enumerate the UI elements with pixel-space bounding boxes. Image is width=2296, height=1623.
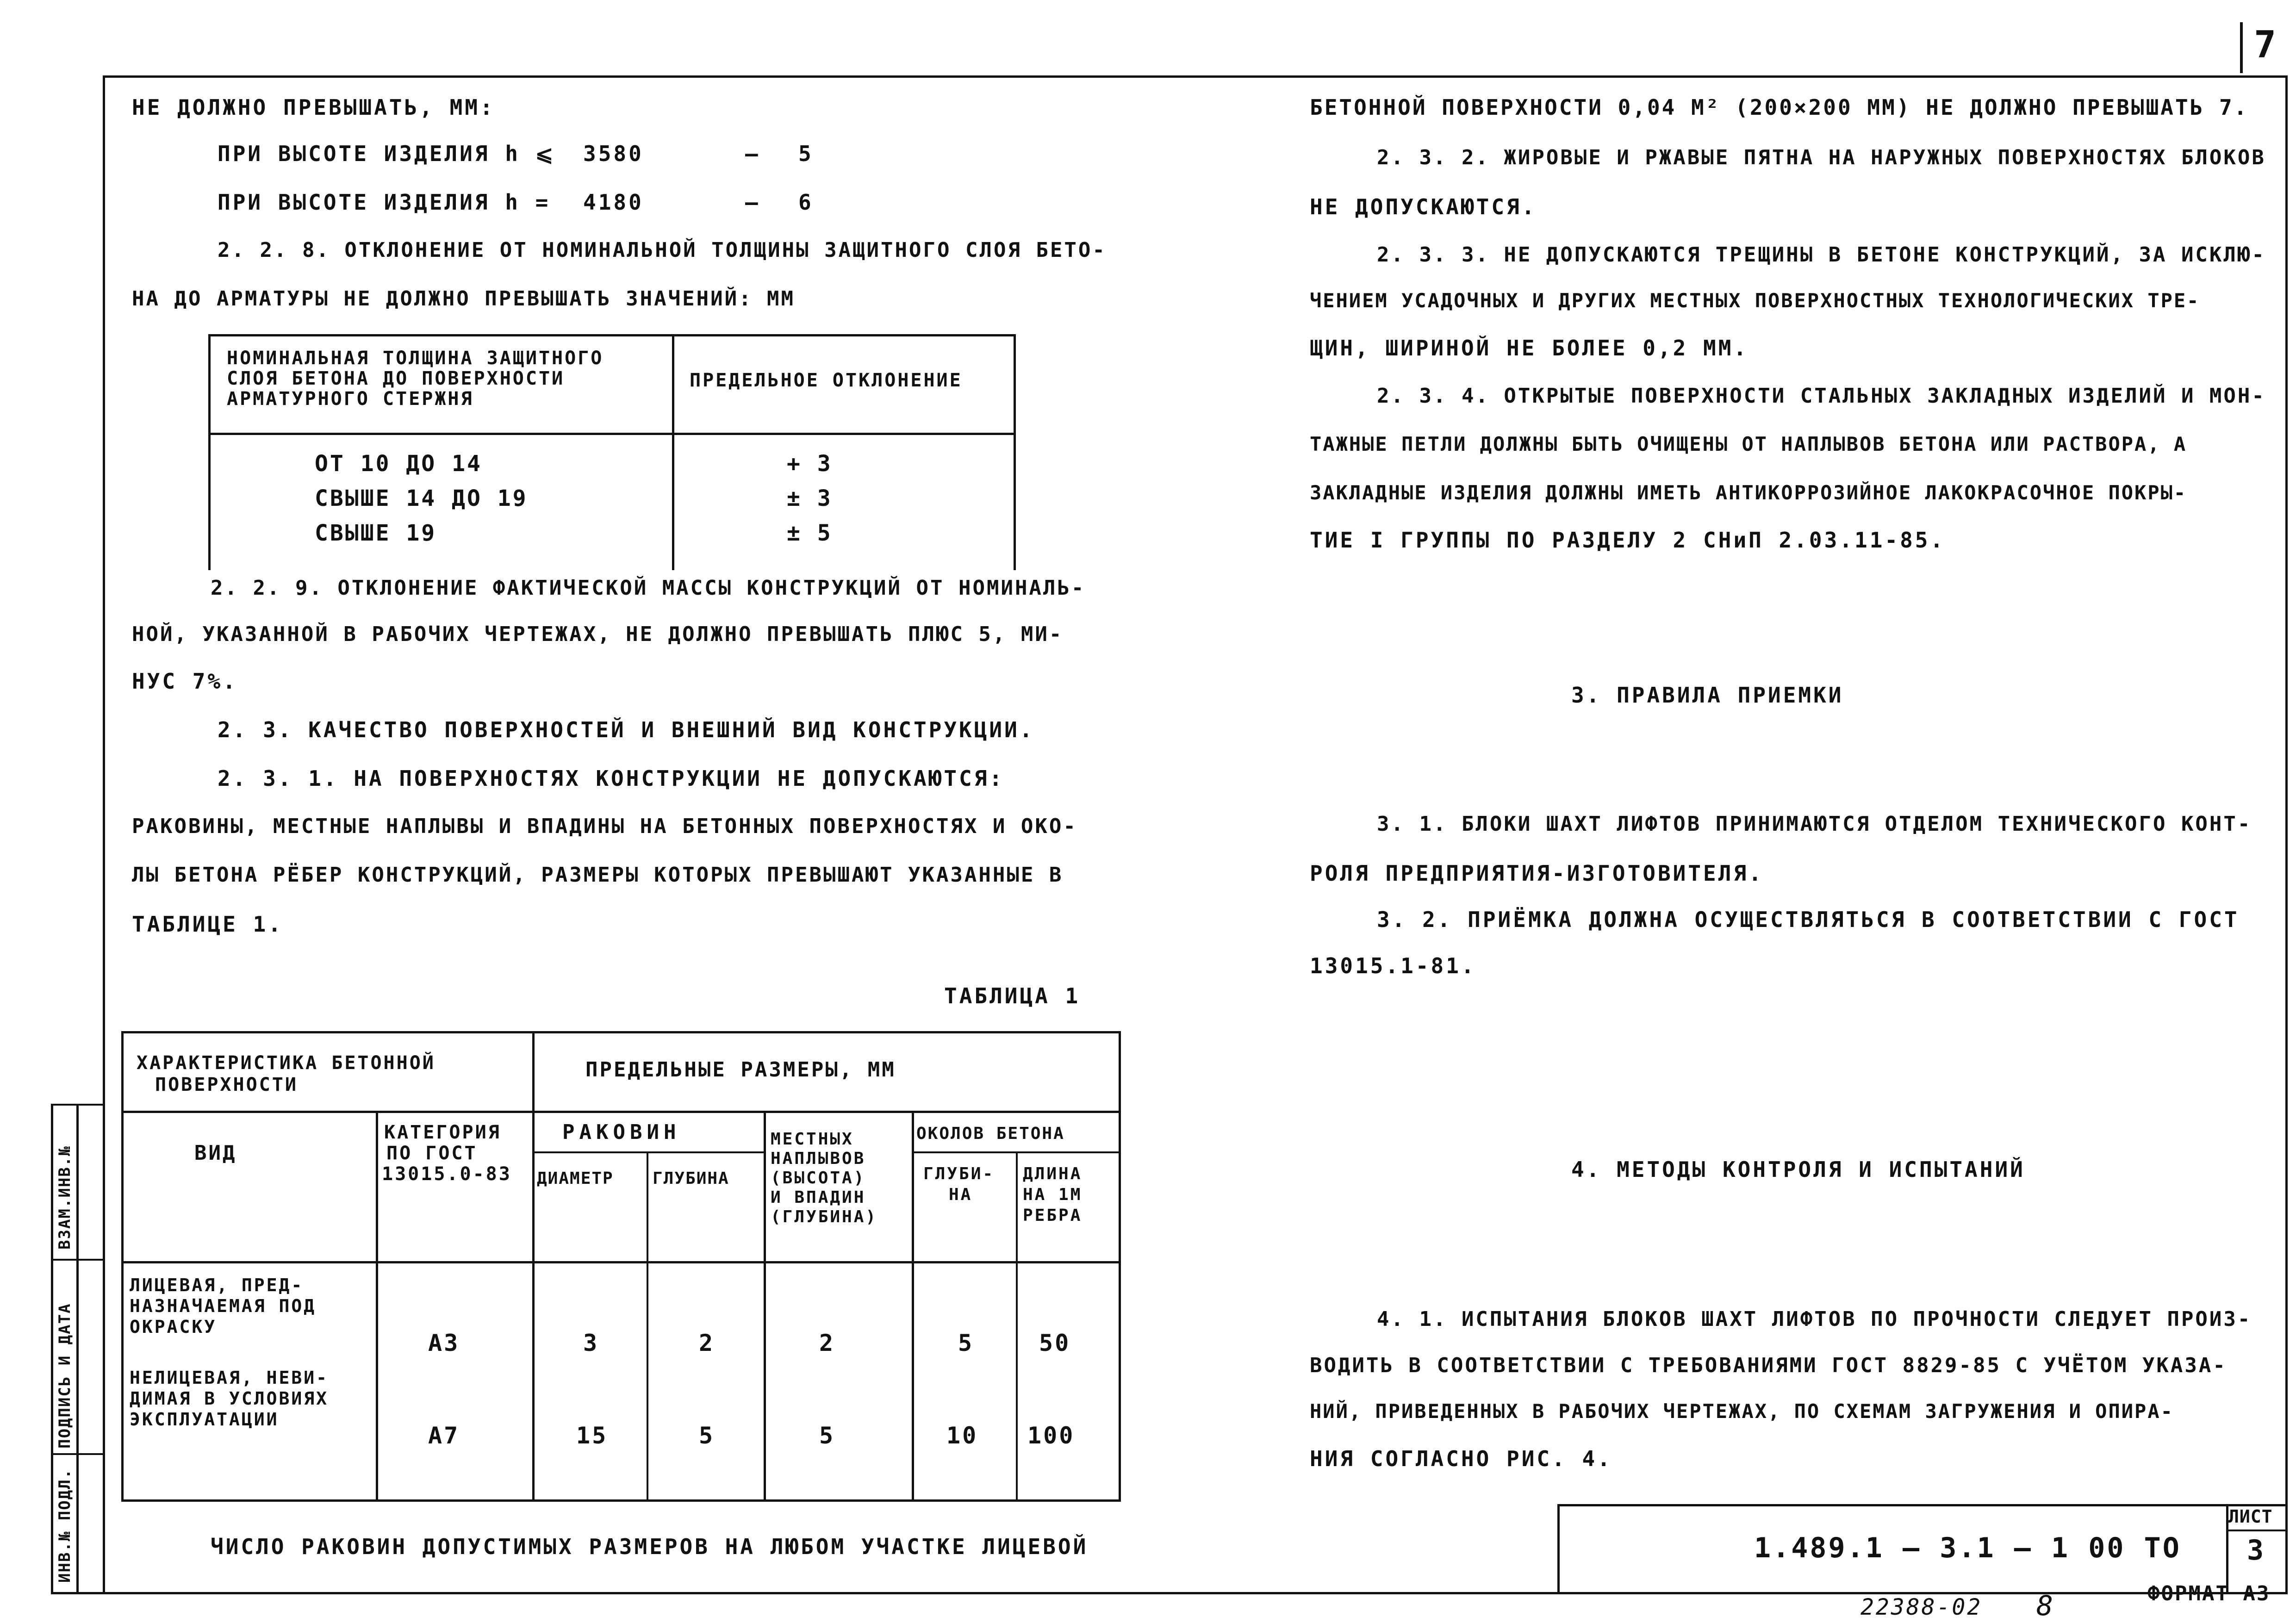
t1-hdr-cat-1: КАТЕГОРИЯ: [384, 1122, 501, 1143]
frame-left: [103, 75, 105, 1593]
cover-row-1-range: ОТ 10 ДО 14: [315, 451, 482, 477]
page-number: 8: [2036, 1590, 2053, 1622]
t1-r2-okol-len: 100: [1027, 1422, 1075, 1449]
t1-hdr-char-1: ХАРАКТЕРИСТИКА БЕТОННОЙ: [137, 1052, 436, 1074]
clause-4-1-line-2: ВОДИТЬ В СООТВЕТСТВИИ С ТРЕБОВАНИЯМИ ГОСТ 8829-85 С УЧЁТОМ УКАЗА-: [1310, 1354, 2227, 1377]
corner-number: 7: [2254, 23, 2277, 66]
clause-2-2-8-line-2: НА ДО АРМАТУРЫ НЕ ДОЛЖНО ПРЕВЫШАТЬ ЗНАЧЕНИЙ: ММ: [132, 287, 796, 311]
clause-2-3-3-line-2: ЧЕНИЕМ УСАДОЧНЫХ И ДРУГИХ МЕСТНЫХ ПОВЕРХНОСТНЫХ ТЕХНОЛОГИЧЕСКИХ ТРЕ-: [1310, 289, 2200, 312]
height-1-result: 5: [798, 141, 814, 166]
table-caption: ТАБЛИЦА 1: [944, 983, 1081, 1008]
clause-2-3-2-line-2: НЕ ДОПУСКАЮТСЯ.: [1310, 194, 1537, 219]
clause-2-3-1-line-3: ЛЫ БЕТОНА РЁБЕР КОНСТРУКЦИЙ, РАЗМЕРЫ КОТОРЫХ ПРЕВЫШАЮТ УКАЗАННЫЕ В: [132, 863, 1064, 887]
clause-3-2-line-2: 13015.1-81.: [1310, 953, 1476, 978]
clause-2-3-1: 2. 3. 1. НА ПОВЕРХНОСТЯХ КОНСТРУКЦИИ НЕ ДОПУСКАЮТСЯ:: [218, 766, 1005, 791]
t1-hdr-limits: ПРЕДЕЛЬНЫЕ РАЗМЕРЫ, ММ: [585, 1058, 896, 1082]
t1-r1-okol-glub: 5: [958, 1330, 974, 1356]
height-2-label: ПРИ ВЫСОТЕ ИЗДЕЛИЯ h =: [218, 190, 551, 215]
t1-hdr-mestn-1: МЕСТНЫХ: [771, 1130, 854, 1149]
clause-2-3-1-line-4: ТАБЛИЦЕ 1.: [132, 912, 283, 937]
clause-2-2-8-line-1: 2. 2. 8. ОТКЛОНЕНИЕ ОТ НОМИНАЛЬНОЙ ТОЛЩИНЫ ЗАЩИТНОГО СЛОЯ БЕТО-: [218, 238, 1107, 262]
inv-podl-label: ИНВ.№ ПОДЛ.: [56, 1468, 74, 1583]
t1-hdr-cat-2: ПО ГОСТ: [386, 1143, 478, 1164]
frame-top: [103, 75, 2287, 78]
corner-divider: [2240, 22, 2243, 73]
left-line-1: НЕ ДОЛЖНО ПРЕВЫШАТЬ, ММ:: [132, 95, 495, 120]
archive-number: 22388-02: [1860, 1594, 1983, 1620]
t1-r2-okol-glub: 10: [946, 1422, 978, 1449]
t1-hdr-okol-glub-2: НА: [949, 1185, 973, 1204]
t1-r1-cat: А3: [428, 1330, 460, 1356]
frame-right: [2285, 75, 2288, 1593]
t1-r2-vid-1: НЕЛИЦЕВАЯ, НЕВИ-: [130, 1368, 329, 1388]
cover-row-3-value: ± 5: [787, 520, 833, 546]
t1-r2-vid-3: ЭКСПЛУАТАЦИИ: [130, 1409, 279, 1430]
t1-r1-diam: 3: [583, 1330, 599, 1356]
t1-hdr-mestn-5: (ГЛУБИНА): [771, 1207, 878, 1226]
vzam-label: ВЗАМ.ИНВ.№: [56, 1145, 74, 1250]
right-line-1: БЕТОННОЙ ПОВЕРХНОСТИ 0,04 М² (200×200 ММ) НЕ ДОЛЖНО ПРЕВЫШАТЬ 7.: [1310, 95, 2249, 120]
cover-row-2-value: ± 3: [787, 485, 833, 511]
clause-2-3-4-line-3: ЗАКЛАДНЫЕ ИЗДЕЛИЯ ДОЛЖНЫ ИМЕТЬ АНТИКОРРОЗИЙНОЕ ЛАКОКРАСОЧНОЕ ПОКРЫ-: [1310, 481, 2187, 504]
t1-hdr-okol-len-2: НА 1М: [1023, 1185, 1083, 1204]
t1-r1-vid-2: НАЗНАЧАЕМАЯ ПОД: [130, 1296, 317, 1316]
clause-2-3-4-line-1: 2. 3. 4. ОТКРЫТЫЕ ПОВЕРХНОСТИ СТАЛЬНЫХ ЗАКЛАДНЫХ ИЗДЕЛИЙ И МОН-: [1377, 384, 2266, 408]
clause-2-3: 2. 3. КАЧЕСТВО ПОВЕРХНОСТЕЙ И ВНЕШНИЙ ВИД КОНСТРУКЦИИ.: [218, 717, 1035, 742]
cover-head-1-line-1: НОМИНАЛЬНАЯ ТОЛЩИНА ЗАЩИТНОГО: [227, 348, 604, 369]
cover-head-1-line-2: СЛОЯ БЕТОНА ДО ПОВЕРХНОСТИ: [227, 368, 565, 389]
height-1-value: 3580: [583, 141, 644, 166]
bottom-line: ЧИСЛО РАКОВИН ДОПУСТИМЫХ РАЗМЕРОВ НА ЛЮБОМ УЧАСТКЕ ЛИЦЕВОЙ: [211, 1534, 1089, 1559]
podpis-label: ПОДПИСЬ И ДАТА: [56, 1303, 74, 1449]
clause-2-2-9-line-1: 2. 2. 9. ОТКЛОНЕНИЕ ФАКТИЧЕСКОЙ МАССЫ КОНСТРУКЦИЙ ОТ НОМИНАЛЬ-: [211, 576, 1086, 600]
clause-2-3-4-line-4: ТИЕ I ГРУППЫ ПО РАЗДЕЛУ 2 СНиП 2.03.11-85.: [1310, 528, 1946, 553]
t1-r1-vid-1: ЛИЦЕВАЯ, ПРЕД-: [130, 1275, 304, 1295]
t1-r2-cat: А7: [428, 1422, 460, 1449]
clause-4-1-line-4: НИЯ СОГЛАСНО РИС. 4.: [1310, 1446, 1612, 1471]
clause-2-3-1-line-2: РАКОВИНЫ, МЕСТНЫЕ НАПЛЫВЫ И ВПАДИНЫ НА БЕТОННЫХ ПОВЕРХНОСТЯХ И ОКО-: [132, 815, 1077, 838]
t1-r1-vid-3: ОКРАСКУ: [130, 1317, 217, 1337]
t1-r2-mestn: 5: [819, 1422, 835, 1449]
clause-2-3-2-line-1: 2. 3. 2. ЖИРОВЫЕ И РЖАВЫЕ ПЯТНА НА НАРУЖНЫХ ПОВЕРХНОСТЯХ БЛОКОВ: [1377, 146, 2266, 169]
clause-4-1-line-1: 4. 1. ИСПЫТАНИЯ БЛОКОВ ШАХТ ЛИФТОВ ПО ПРОЧНОСТИ СЛЕДУЕТ ПРОИЗ-: [1377, 1307, 2252, 1331]
t1-hdr-okol-glub-1: ГЛУБИ-: [923, 1164, 995, 1183]
t1-r1-mestn: 2: [819, 1330, 835, 1356]
t1-hdr-mestn-4: И ВПАДИН: [771, 1188, 866, 1207]
t1-r2-vid-2: ДИМАЯ В УСЛОВИЯХ: [130, 1388, 329, 1409]
document-code: 1.489.1 – 3.1 – 1 00 ТО: [1754, 1532, 2181, 1564]
clause-4-1-line-3: НИЙ, ПРИВЕДЕННЫХ В РАБОЧИХ ЧЕРТЕЖАХ, ПО СХЕМАМ ЗАГРУЖЕНИЯ И ОПИРА-: [1310, 1400, 2174, 1423]
clause-2-3-4-line-2: ТАЖНЫЕ ПЕТЛИ ДОЛЖНЫ БЫТЬ ОЧИЩЕНЫ ОТ НАПЛЫВОВ БЕТОНА ИЛИ РАСТВОРА, А: [1310, 433, 2187, 455]
section-4-title: 4. МЕТОДЫ КОНТРОЛЯ И ИСПЫТАНИЙ: [1571, 1157, 2025, 1182]
t1-hdr-okolov: ОКОЛОВ БЕТОНА: [916, 1124, 1065, 1143]
format-label: ФОРМАТ А3: [2147, 1582, 2271, 1605]
t1-hdr-mestn-3: (ВЫСОТА): [771, 1169, 866, 1188]
cover-head-1-line-3: АРМАТУРНОГО СТЕРЖНЯ: [227, 388, 474, 410]
t1-hdr-glub: ГЛУБИНА: [653, 1169, 729, 1188]
t1-hdr-cat-3: 13015.0-83: [382, 1163, 512, 1185]
cover-row-3-range: СВЫШЕ 19: [315, 520, 437, 546]
t1-hdr-char-2: ПОВЕРХНОСТИ: [155, 1074, 298, 1095]
t1-hdr-mestn-2: НАПЛЫВОВ: [771, 1149, 866, 1168]
t1-hdr-okol-len-1: ДЛИНА: [1023, 1164, 1083, 1183]
t1-r1-glub: 2: [699, 1330, 715, 1356]
t1-hdr-okol-len-3: РЕБРА: [1023, 1206, 1083, 1225]
section-3-title: 3. ПРАВИЛА ПРИЕМКИ: [1571, 683, 1844, 708]
sheet-number: 3: [2247, 1534, 2264, 1567]
t1-r2-diam: 15: [576, 1422, 608, 1449]
t1-hdr-rakovin: РАКОВИН: [562, 1120, 681, 1144]
cover-head-2: ПРЕДЕЛЬНОЕ ОТКЛОНЕНИЕ: [690, 370, 963, 391]
height-2-result: 6: [798, 190, 814, 215]
clause-3-1-line-2: РОЛЯ ПРЕДПРИЯТИЯ-ИЗГОТОВИТЕЛЯ.: [1310, 861, 1764, 886]
clause-3-2-line-1: 3. 2. ПРИЁМКА ДОЛЖНА ОСУЩЕСТВЛЯТЬСЯ В СООТВЕТСТВИИ С ГОСТ: [1377, 907, 2240, 932]
clause-2-2-9-line-3: НУС 7%.: [132, 669, 238, 694]
clause-2-2-9-line-2: НОЙ, УКАЗАННОЙ В РАБОЧИХ ЧЕРТЕЖАХ, НЕ ДОЛЖНО ПРЕВЫШАТЬ ПЛЮС 5, МИ-: [132, 622, 1064, 646]
cover-row-2-range: СВЫШЕ 14 ДО 19: [315, 485, 528, 511]
t1-hdr-diam: ДИАМЕТР: [537, 1169, 614, 1188]
t1-r2-glub: 5: [699, 1422, 715, 1449]
height-2-value: 4180: [583, 190, 644, 215]
sheet-label: ЛИСТ: [2228, 1506, 2273, 1527]
clause-2-3-3-line-3: ЩИН, ШИРИНОЙ НЕ БОЛЕЕ 0,2 ММ.: [1310, 336, 1749, 361]
t1-r1-okol-len: 50: [1039, 1330, 1071, 1356]
height-2-dash: –: [745, 190, 760, 215]
t1-hdr-vid: ВИД: [194, 1141, 237, 1165]
height-1-dash: –: [745, 141, 760, 166]
clause-3-1-line-1: 3. 1. БЛОКИ ШАХТ ЛИФТОВ ПРИНИМАЮТСЯ ОТДЕЛОМ ТЕХНИЧЕСКОГО КОНТ-: [1377, 812, 2252, 836]
cover-row-1-value: + 3: [787, 451, 833, 477]
height-1-label: ПРИ ВЫСОТЕ ИЗДЕЛИЯ h ⩽: [218, 141, 556, 166]
clause-2-3-3-line-1: 2. 3. 3. НЕ ДОПУСКАЮТСЯ ТРЕЩИНЫ В БЕТОНЕ КОНСТРУКЦИЙ, ЗА ИСКЛЮ-: [1377, 243, 2266, 267]
